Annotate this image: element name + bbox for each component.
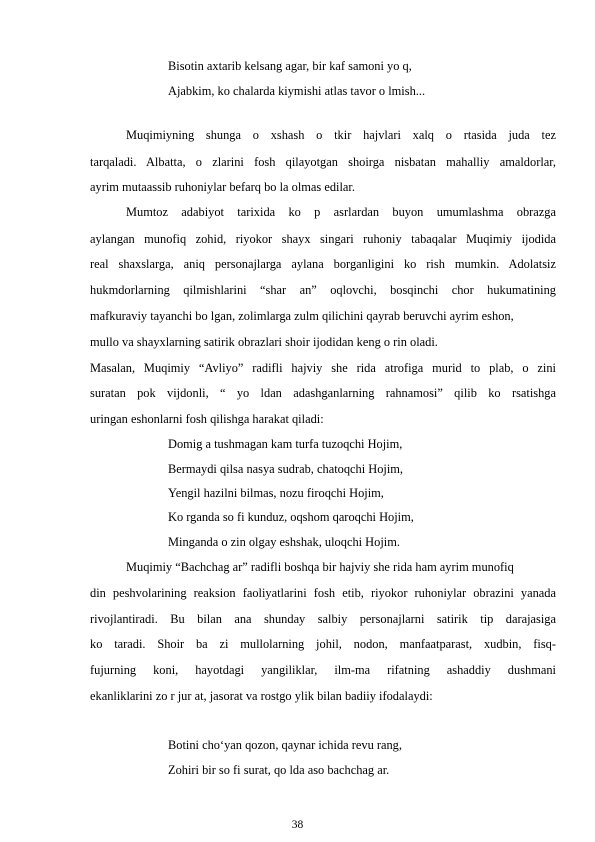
verse-line: Botini cho‘yan qozon, qaynar ichida revu rang, xyxy=(168,738,402,752)
paragraph-line: ekanliklarini zo r jur at, jasorat va rostgo ylik bilan badiiy ifodalaydi: xyxy=(90,689,433,703)
paragraph-line: fujurning koni, hayotdagi yangiliklar, ilm-ma rifatning ashaddiy dushmani xyxy=(90,663,556,677)
verse-line: Zohiri bir so fi surat, qo lda aso bachchag ar. xyxy=(168,763,390,777)
paragraph-line: rivojlantiradi. Bu bilan ana shunday salbiy personajlarni satirik tip darajasiga xyxy=(90,612,556,626)
paragraph-line: hukmdorlarning qilmishlarini “shar an” oqlovchi, bosqinchi chor hukumatining xyxy=(90,283,556,297)
paragraph-line: mafkuraviy tayanchi bo lgan, zolimlarga zulm qilichini qayrab beruvchi ayrim eshon, xyxy=(90,309,514,323)
verse-line: Ajabkim, ko chalarda kiymishi atlas tavor o lmish... xyxy=(168,84,426,98)
paragraph-line: suratan pok vijdonli, “ yo ldan adashganlarning rahnamosi” qilib ko rsatishga xyxy=(90,386,556,400)
paragraph-line: din peshvolarining reaksion faoliyatlarini fosh etib, riyokor ruhoniylar obrazini yanada xyxy=(90,586,556,600)
verse-line: Yengil hazilni bilmas, nozu firoqchi Hojim, xyxy=(168,486,384,500)
paragraph-line: ko taradi. Shoir ba zi mullolarning johil, nodon, manfaatparast, xudbin, fisq- xyxy=(90,637,556,651)
paragraph-line: Muqimiyning shunga o xshash o tkir hajvlari xalq o rtasida juda tez xyxy=(126,128,556,142)
paragraph-line: mullo va shayxlarning satirik obrazlari shoir ijodidan keng o rin oladi. xyxy=(90,335,438,349)
verse-line: Minganda o zin olgay eshshak, uloqchi Hojim. xyxy=(168,535,400,549)
paragraph-line: Mumtoz adabiyot tarixida ko p asrlardan buyon umumlashma obrazga xyxy=(126,205,556,219)
paragraph-line: real shaxslarga, aniq personajlarga aylana borganligini ko rish mumkin. Adolatsiz xyxy=(90,257,556,271)
page-number: 38 xyxy=(291,819,304,831)
verse-line: Ko rganda so fi kunduz, oqshom qaroqchi Hojim, xyxy=(168,510,414,524)
verse-line: Bermaydi qilsa nasya sudrab, chatoqchi Hojim, xyxy=(168,462,404,476)
paragraph-line: ayrim mutaassib ruhoniylar befarq bo la olmas edilar. xyxy=(90,180,355,194)
verse-line: Domig a tushmagan kam turfa tuzoqchi Hojim, xyxy=(168,437,403,451)
paragraph-line: Muqimiy “Bachchag ar” radifli boshqa bir hajviy she rida ham ayrim munofiq xyxy=(126,560,514,574)
paragraph-line: aylangan munofiq zohid, riyokor shayx singari ruhoniy tabaqalar Muqimiy ijodida xyxy=(90,232,556,246)
verse-line: Bisotin axtarib kelsang agar, bir kaf samoni yo q, xyxy=(168,59,412,73)
paragraph-line: Masalan, Muqimiy “Avliyo” radifli hajviy she rida atrofiga murid to plab, o zini xyxy=(90,361,556,375)
paragraph-line: uringan eshonlarni fosh qilishga harakat qiladi: xyxy=(90,412,324,426)
paragraph-line: tarqaladi. Albatta, o zlarini fosh qilayotgan shoirga nisbatan mahalliy amaldorlar, xyxy=(90,155,556,169)
